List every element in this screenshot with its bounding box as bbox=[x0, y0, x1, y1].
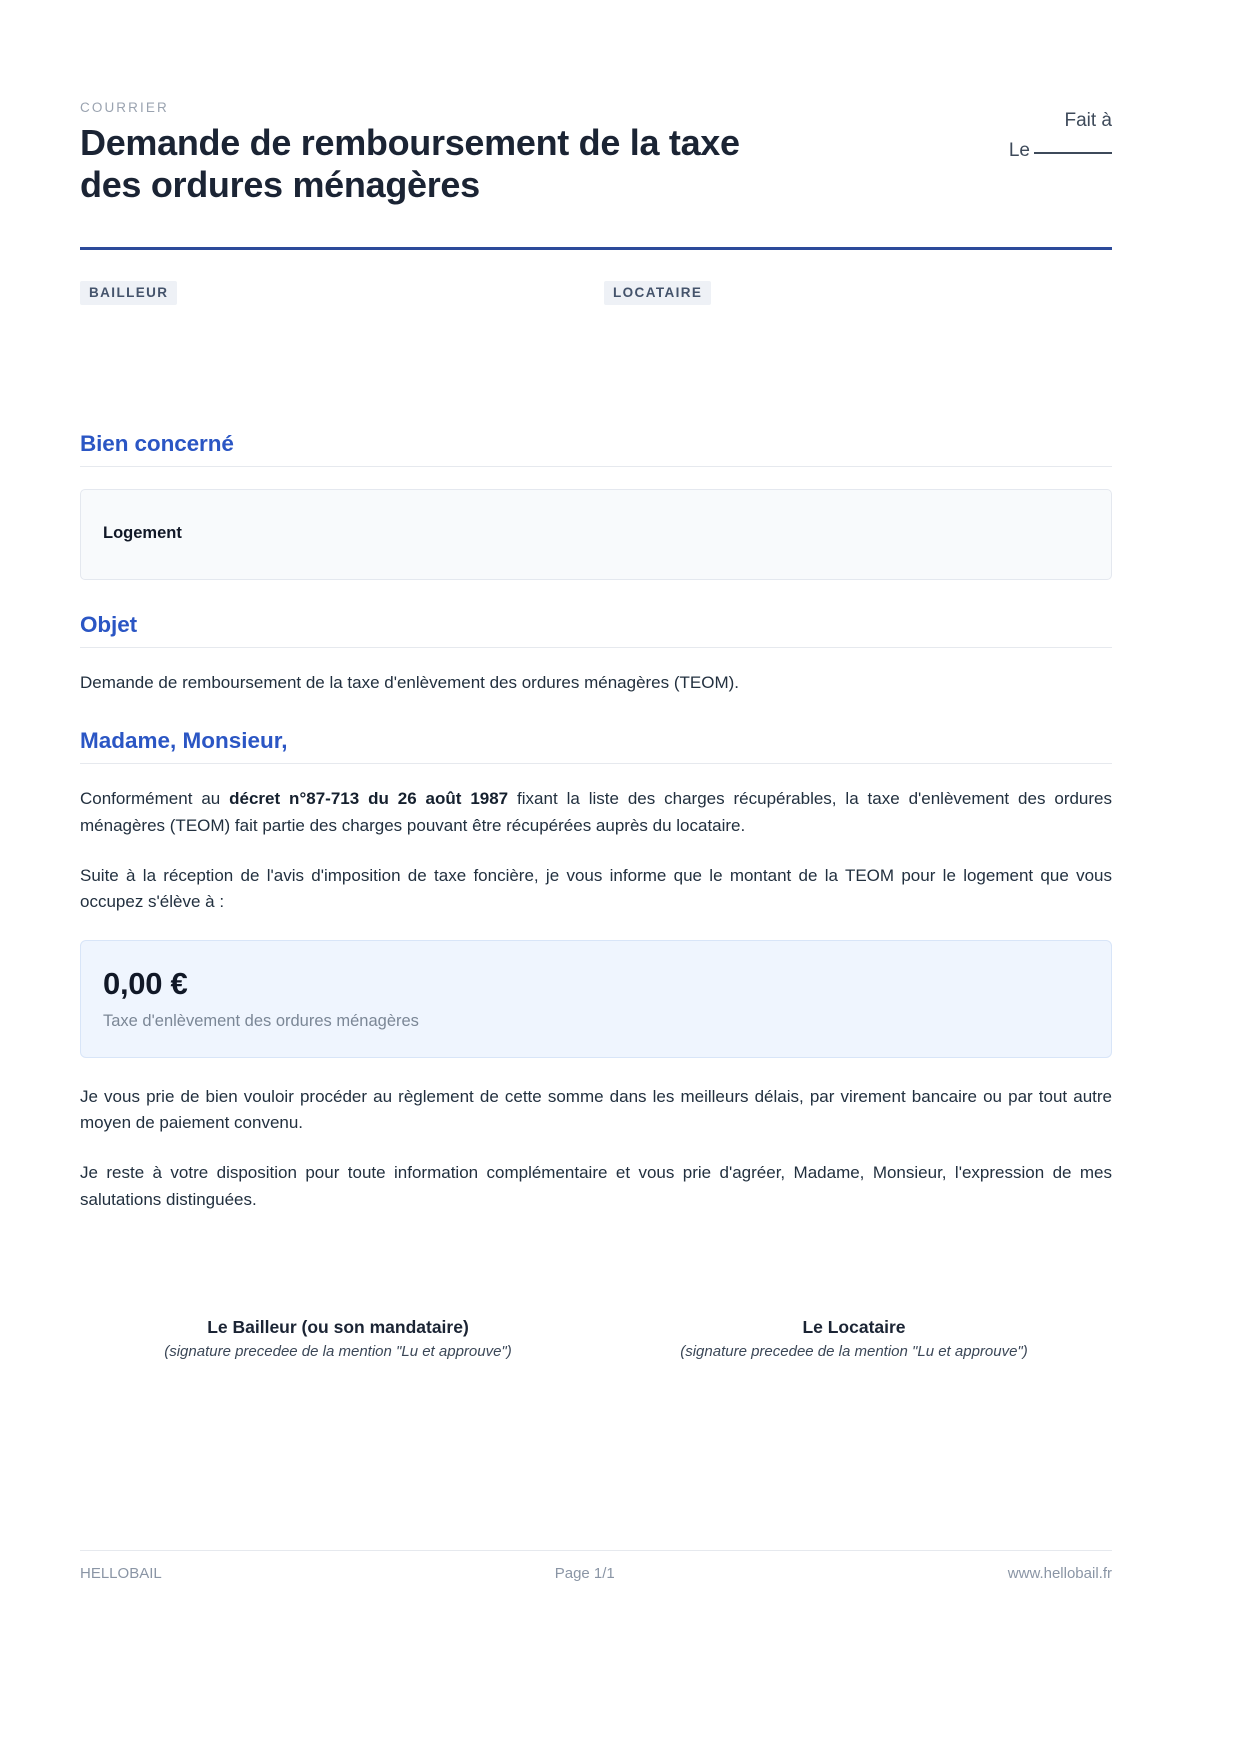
amount-caption: Taxe d'enlèvement des ordures ménagères bbox=[103, 1011, 419, 1030]
document-kicker: COURRIER bbox=[80, 100, 169, 115]
date-row bbox=[1009, 136, 1112, 165]
place-label: Fait à bbox=[1064, 110, 1112, 131]
paragraph-1-lead: Conformément au bbox=[80, 789, 230, 809]
section-title-object: Objet bbox=[80, 611, 138, 637]
document-header bbox=[80, 0, 1112, 207]
signature-tenant bbox=[596, 1317, 1112, 1360]
document-footer bbox=[80, 1550, 1112, 1582]
signature-tenant-note: (signature precedee de la mention "Lu et approuve") bbox=[680, 1343, 1028, 1361]
amount-value: 0,00 € bbox=[103, 965, 188, 1001]
signature-landlord bbox=[80, 1317, 596, 1360]
letter-paragraph-1 bbox=[80, 786, 1112, 839]
section-property bbox=[80, 431, 1112, 580]
footer-page-number: Page 1/1 bbox=[554, 1565, 615, 1582]
party-tenant bbox=[596, 281, 1112, 399]
section-object bbox=[80, 612, 1112, 696]
decree-reference: décret n°87-713 du 26 août 1987 bbox=[229, 789, 509, 809]
letter-paragraph-4: Je reste à votre disposition pour toute information complémentaire et vous prie d'agréer, Madame, Monsieur, l'expression de mes salutations distinguées. bbox=[80, 1163, 1112, 1209]
footer-website: www.hellobail.fr bbox=[1007, 1565, 1112, 1582]
section-rule-salutation bbox=[80, 763, 1112, 764]
signature-landlord-note: (signature precedee de la mention "Lu et approuve") bbox=[164, 1343, 512, 1361]
document-content bbox=[80, 0, 1112, 1360]
section-rule-property bbox=[80, 466, 1112, 467]
letter-paragraph-2: Suite à la réception de l'avis d'imposition de taxe foncière, je vous informe que le montant de la TEOM pour le logement que vous occupez s'élève à : bbox=[80, 865, 1112, 912]
property-info-box bbox=[80, 489, 1112, 580]
amount-highlight-box bbox=[80, 940, 1112, 1058]
footer-brand: HELLOBAIL bbox=[80, 1565, 162, 1582]
paragraph-1-tail: fixant la liste des charges récupérables, la taxe d'enlèvement des ordures ménagères (TEOM) fait partie des charges pouvant être récupérées auprès du locataire. bbox=[80, 789, 1113, 835]
header-left bbox=[80, 100, 740, 207]
date-blank-field[interactable] bbox=[1034, 151, 1112, 154]
signature-landlord-title: Le Bailleur (ou son mandataire) bbox=[207, 1317, 469, 1338]
signature-tenant-title: Le Locataire bbox=[802, 1317, 906, 1338]
date-label: Le bbox=[1008, 140, 1030, 162]
salutation-heading: Madame, Monsieur, bbox=[80, 728, 288, 754]
signature-block bbox=[80, 1317, 1112, 1360]
header-divider bbox=[80, 247, 1112, 250]
party-landlord bbox=[80, 281, 596, 399]
section-title-property: Bien concerné bbox=[80, 430, 234, 456]
section-rule-object bbox=[80, 647, 1112, 648]
place-date-block bbox=[1009, 100, 1112, 166]
parties-block bbox=[80, 281, 1112, 399]
tenant-badge: LOCATAIRE bbox=[604, 281, 711, 305]
letter-paragraph-3: Je vous prie de bien vouloir procéder au règlement de cette somme dans les meilleurs délais, par virement bancaire ou par tout autre moyen de paiement convenu. bbox=[80, 1086, 1112, 1133]
property-label: Logement bbox=[103, 523, 182, 542]
object-text: Demande de remboursement de la taxe d'enlèvement des ordures ménagères (TEOM). bbox=[80, 672, 740, 692]
page-title: Demande de remboursement de la taxe des ordures ménagères bbox=[80, 122, 740, 206]
landlord-badge: BAILLEUR bbox=[80, 281, 177, 305]
